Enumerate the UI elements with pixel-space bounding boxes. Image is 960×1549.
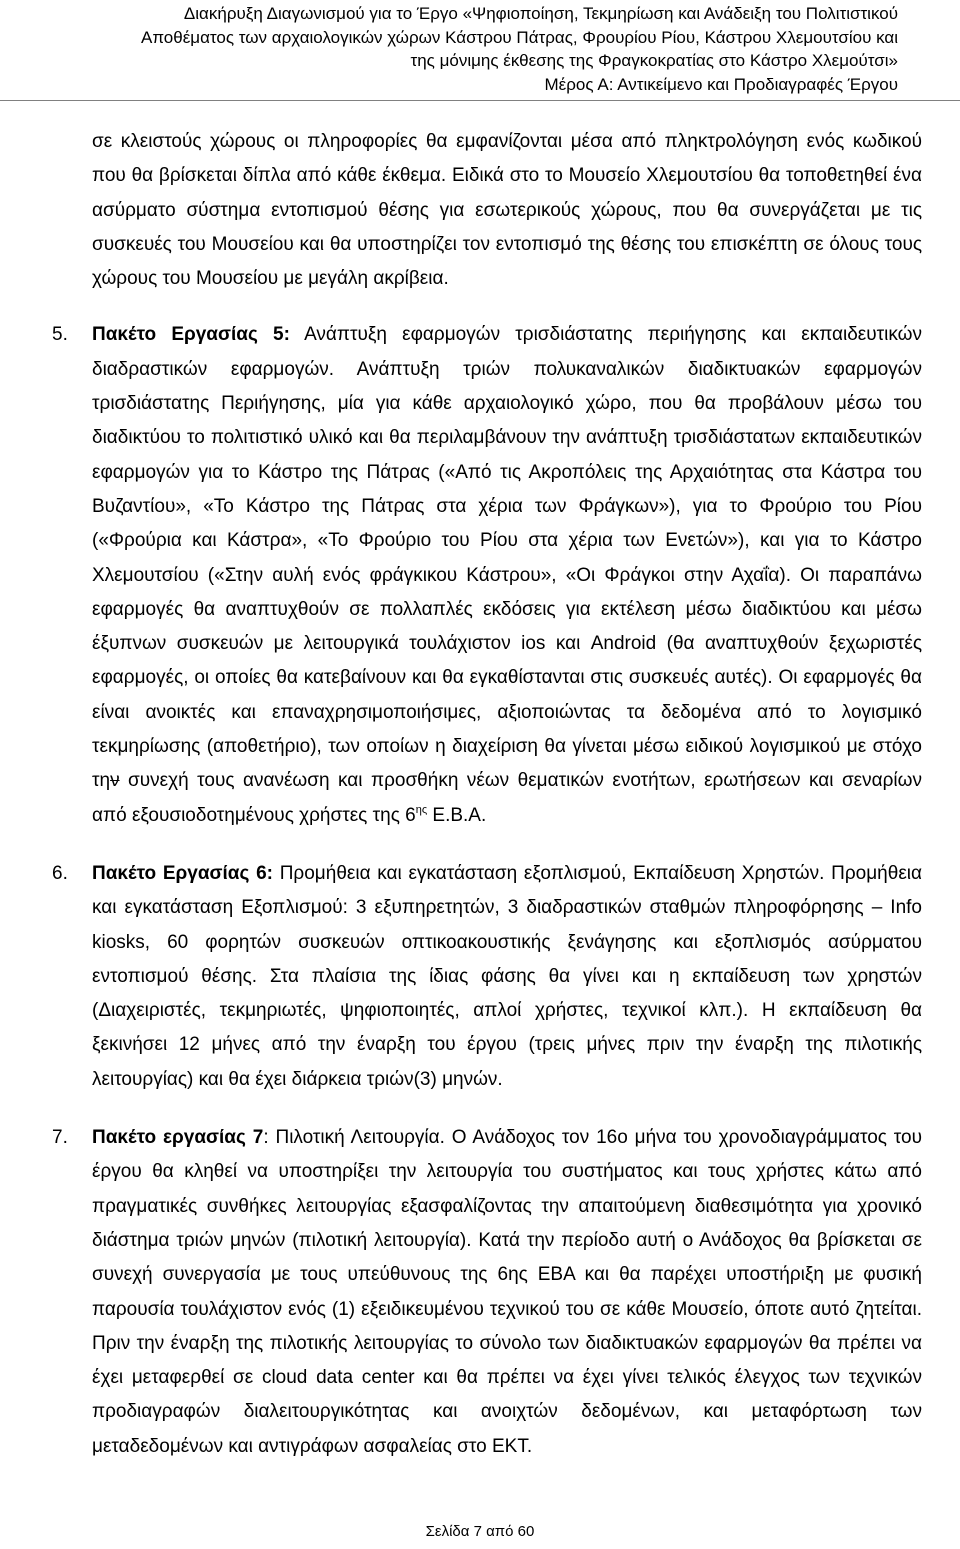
header-line-1: Διακήρυξη Διαγωνισμού για το Έργο «Ψηφιοποίηση, Τεκμηρίωση και Ανάδειξη του Πολιτιστικού: [183, 4, 898, 23]
section-number: 7.: [52, 1127, 68, 1149]
section-6: [52, 857, 922, 1097]
page-number: Σελίδα 7 από 60: [425, 1523, 535, 1540]
section-title: Πακέτο Εργασίας 6:: [92, 862, 273, 884]
section-5: [52, 318, 922, 832]
section-paragraph: [92, 857, 922, 1097]
section-paragraph: [92, 318, 922, 832]
header-line-3: της μόνιμης έκθεσης της Φραγκοκρατίας στο Κάστρο Χλεμούτσι»: [410, 51, 898, 70]
section-text: : Πιλοτική Λειτουργία. Ο Ανάδοχος τον 16ο μήνα του χρονοδιαγράμματος του έργου θα κληθεί να υποστηρίξει την λειτουργία του συστήματος και τους χρήστες κάτω από πραγματικές συνθήκες λειτουργίας εξασφαλίζοντας την απαιτούμενη διαθεσιμότητα για χρονικό διάστημα τριών μηνών (πιλοτική λειτουργία). Κατά την περίοδο αυτή ο Ανάδοχος θα βρίσκεται σε συνεχή συνεργασία με τους υπεύθυνους της 6ης ΕΒΑ και θα παρέχει υποστήριξη με φυσική παρουσία τουλάχιστον ενός (1) εξειδικευμένου τεχνικού του σε κάθε Μουσείο, όποτε αυτό ζητείται. Πριν την έναρξη της πιλοτικής λειτουργίας το σύνολο των διαδικτυακών εφαρμογών θα πρέπει να έχει μεταφερθεί σε cloud data center και θα πρέπει να έχει γίνει τελικός έλεγχος των τεχνικών προδιαγραφών διαλειτουργικότητας και ανοιχτών δεδομένων, και μεταφόρτωση των μεταδεδομένων και αντιγράφων ασφαλείας στο ΕΚΤ.: [92, 1127, 923, 1457]
ordinal-superscript: ης: [415, 803, 428, 816]
section-number: 5.: [52, 324, 68, 346]
section-title: Πακέτο Εργασίας 5:: [92, 324, 290, 346]
header-line-2: Αποθέματος των αρχαιολογικών χώρων Κάστρου Πάτρας, Φρουρίου Ρίου, Κάστρου Χλεμουτσίου και: [140, 27, 898, 47]
section-number: 6.: [52, 862, 68, 884]
section-text: Ε.Β.Α.: [427, 804, 487, 826]
page-footer: [0, 1522, 960, 1542]
section-text: συνεχή τους ανανέωση και προσθήκη νέων θεματικών ενοτήτων, ερωτήσεων και σεναρίων από εξουσιοδοτημένους χρήστες της 6: [92, 770, 922, 826]
section-title: Πακέτο εργασίας 7: [92, 1127, 264, 1149]
section-text: Ανάπτυξη εφαρμογών τρισδιάστατης περιήγησης και εκπαιδευτικών διαδραστικών εφαρμογών. Ανάπτυξη τριών πολυκαναλικών διαδικτυακών εφαρμογών τρισδιάστατης Περιήγησης, μία για κάθε αρχαιολογικό χώρο, που θα προβάλουν μέσω του διαδικτύου το πολιτιστικό υλικό και θα περιλαμβάνουν την ανάπτυξη τρισδιάστατων εκπαιδευτικών εφαρμογών για το Κάστρο της Πάτρας («Από τις Ακροπόλεις της Αρχαιότητας στα Κάστρα του Βυζαντίου», «Το Κάστρο της Πάτρας στα χέρια των Φράγκων»), για το Φρούριο του Ρίου («Φρούρια και Κάστρα», «Το Φρούριο του Ρίου στα χέρια των Ενετών»), και για το Κάστρο Χλεμουτσίου («Στην αυλή ενός φράγκικου Κάστρου», «Οι Φράγκοι στην Αχαΐα). Οι παραπάνω εφαρμογές θα αναπτυχθούν σε πολλαπλές εκδόσεις για εκτέλεση μέσω διαδικτύου και μέσω έξυπνων συσκευών με λειτουργικά τουλάχιστον ios και Android (θα αναπτυχθούν ξεχωριστές εφαρμογές, οι οποίες θα κατεβαίνουν και θα εγκαθίστανται στις συσκευές αυτές). Οι εφαρμογές θα είναι ανοικτές και επαναχρησιμοποιήσιμες, αξιοποιώντας τα δεδομένα από το λογισμικό τεκμηρίωσης (αποθετήριο), των οποίων η διαχείριση θα γίνεται μέσω ειδικού λογισμικού με στόχο τη: [92, 324, 922, 792]
page-header: [0, 0, 960, 101]
section-7: [52, 1121, 923, 1464]
section-text: Προμήθεια και εγκατάσταση εξοπλισμού, Εκπαίδευση Χρηστών. Προμήθεια και εγκατάσταση Εξοπλισμού: 3 εξυπηρετητών, 3 διαδραστικών σταθμών πληροφόρησης – Info kiosks, 60 φορητών συσκευών οπτικοακουστικής ξενάγησης και εξοπλισμός ασύρματου εντοπισμού θέσης. Στα πλαίσια της ίδιας φάσης θα γίνει και η εκπαίδευση των χρηστών (Διαχειριστές, τεκμηριωτές, ψηφιοποιητές, απλοί χρήστες, τεχνικοί κλπ.). Η εκπαίδευση θα ξεκινήσει 12 μήνες από την έναρξη του έργου (τρεις μήνες πριν την έναρξη της πιλοτικής λειτουργίας) και θα έχει διάρκεια τριών(3) μηνών.: [92, 862, 922, 1090]
intro-paragraph: σε κλειστούς χώρους οι πληροφορίες θα εμφανίζονται μέσα από πληκτρολόγηση ενός κωδικού που θα βρίσκεται δίπλα από κάθε έκθεμα. Ειδικά στο το Μουσείο Χλεμουτσίου θα τοποθετηθεί ένα ασύρματο σύστημα εντοπισμού θέσης για εσωτερικούς χώρους, που θα συνεργάζεται με τις συσκευές του Μουσείου και θα υποστηρίζει τον εντοπισμό της θέσης του επισκέπτη σε όλους τους χώρους του Μουσείου με μεγάλη ακρίβεια.: [92, 131, 922, 290]
header-line-4: Μέρος Α: Αντικείμενο και Προδιαγραφές Έργου: [544, 74, 898, 94]
document-body: [52, 125, 923, 1464]
section-paragraph: [92, 1121, 922, 1464]
struck-text: ν: [110, 770, 120, 792]
